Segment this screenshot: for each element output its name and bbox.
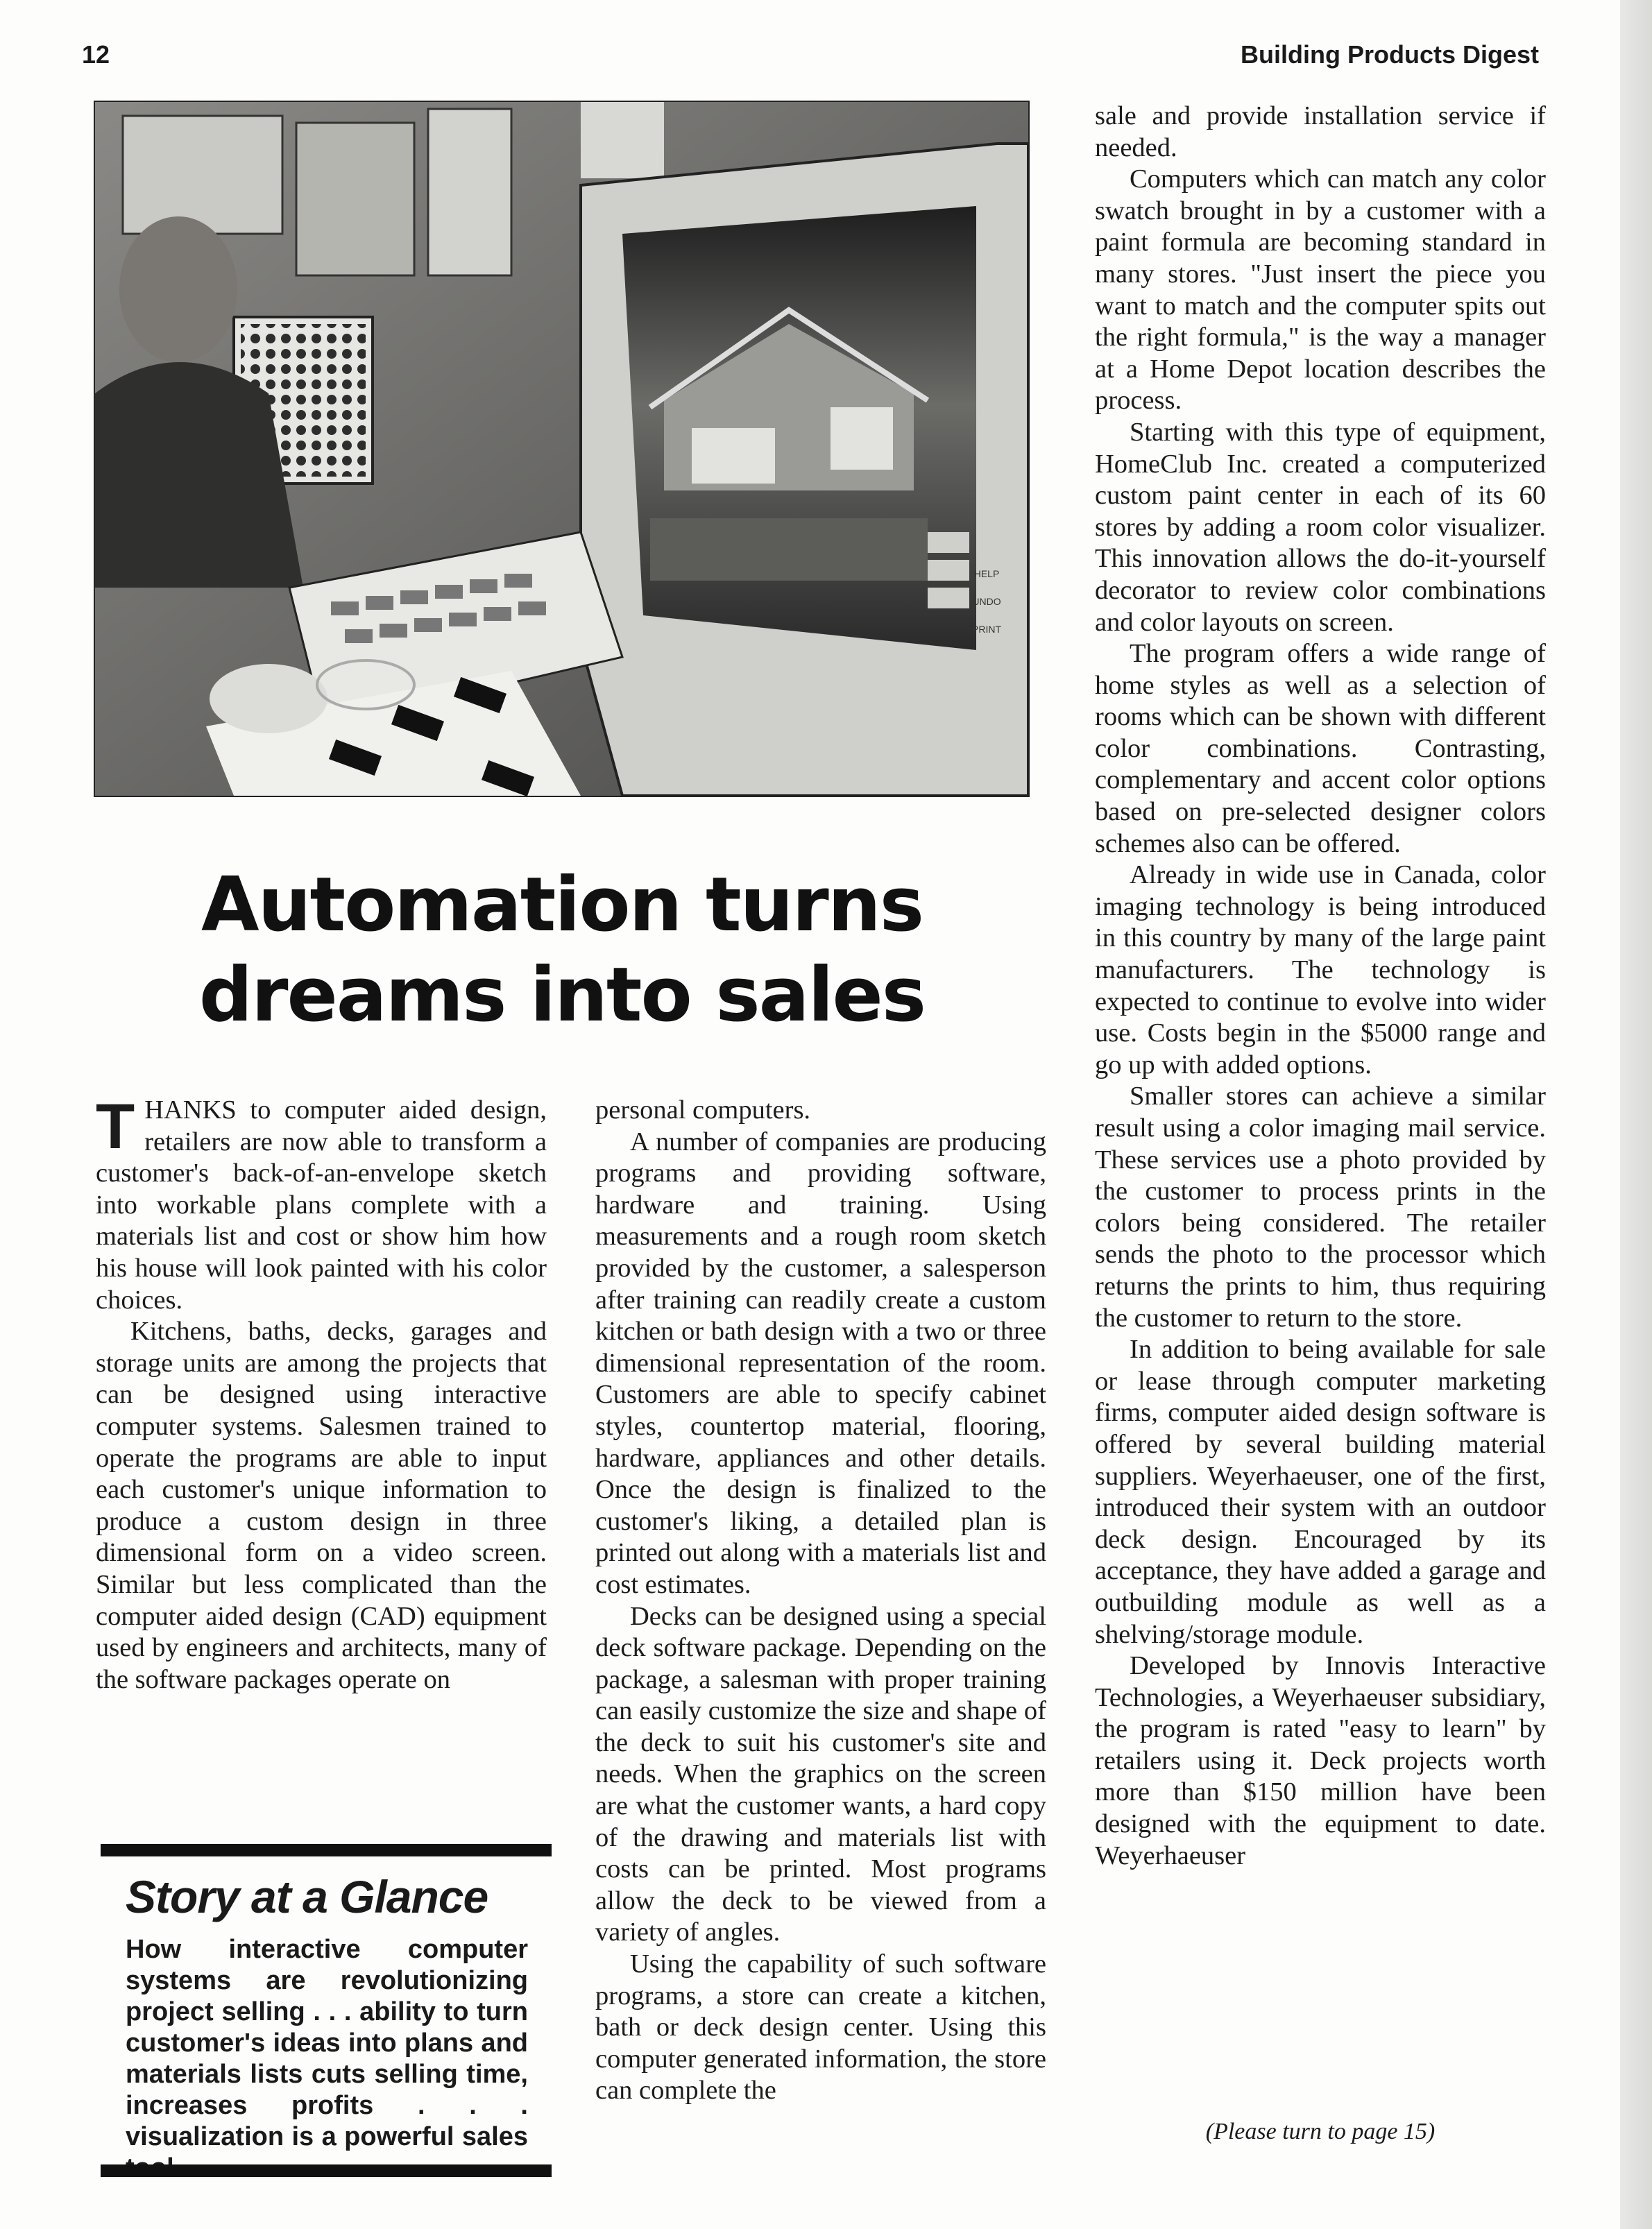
paragraph: Smaller stores can achieve a similar result using a color imaging mail service. These services use a photo provided by the customer to process prints in the colors being considered. The retailer sends the photo to the processor which returns the prints to him, thus requiring the customer to return to the store. <box>1095 1082 1546 1333</box>
sidebar-title: Story at a Glance <box>126 1871 488 1922</box>
drop-cap: T <box>96 1091 135 1162</box>
scan-edge <box>1620 0 1652 2229</box>
article-column-2 <box>595 1095 1046 2107</box>
paragraph: Developed by Innovis Interactive Technologies, a Weyerhaeuser subsidiary, the program is rated "easy to learn" by retailers using it. Deck projects worth more than $150 million have been designed with the equipment to date. Weyerhaeuser <box>1095 1651 1546 1870</box>
publication-title: Building Products Digest <box>1240 40 1539 69</box>
story-at-a-glance-box <box>101 1844 552 2177</box>
screen-help-button: HELP <box>973 568 1000 579</box>
article-photo <box>94 101 1030 797</box>
paragraph: Kitchens, baths, decks, garages and storage units are among the projects that can be designed using interactive computer systems. Salesmen trained to operate the programs are able to input each customer's unique information to produce a custom design in three dimensional form on a video screen. Similar but less complicated than the computer aided design (CAD) equipment used by engineers and architects, many of the software packages operate on <box>96 1317 547 1694</box>
article-column-1 <box>96 1091 547 1696</box>
paragraph: A number of companies are producing programs and providing software, hardware and training. Using measurements and a rough room sketch provided by the customer, a salesperson after training can readily create a custom kitchen or bath design with a two or three dimensional representation of the room. Customers are able to specify cabinet styles, countertop material, flooring, hardware, appliances and other details. Once the design is finalized to the customer's liking, a detailed plan is printed out along with a materials list and cost estimates. <box>595 1127 1046 1599</box>
paragraph: THANKS to computer aided design, retailers are now able to transform a customer's back-of-an-envelope sketch into workable plans complete with a materials list and cost or show him how his house will look painted with his color choices. <box>96 1091 547 1315</box>
sidebar-top-rule <box>101 1844 552 1856</box>
paragraph: sale and provide installation service if needed. <box>1095 101 1546 162</box>
sidebar-bottom-rule <box>101 2164 552 2177</box>
paragraph: Already in wide use in Canada, color imaging technology is being introduced in this country by many of the large paint manufacturers. The technology is expected to continue to evolve into wider use. Costs begin in the $5000 range and go up with added options. <box>1095 860 1546 1079</box>
page-header <box>82 40 1539 82</box>
page-number: 12 <box>82 40 110 69</box>
screen-undo-button: UNDO <box>972 596 1001 607</box>
sidebar-body: How interactive computer systems are revolutionizing project selling . . . ability to turn customer's ideas into plans and materials lists cuts selling time, increases profits . . . visualization is a powerful sales <box>126 1935 528 2151</box>
paragraph: personal computers. <box>595 1095 811 1125</box>
paragraph: In addition to being available for sale or lease through computer marketing firms, computer aided design software is offered by several building material suppliers. Weyerhaeuser, one of the first, introduced their system with an outdoor deck design. Encouraged by its acceptance, they have added a garage and outbuilding module as well as a shelving/storage module. <box>1095 1335 1546 1649</box>
paragraph: Decks can be designed using a special deck software package. Depending on the package, a salesman with proper training can easily customize the size and shape of the deck to suit his customer's site and needs. When the graphics on the screen are what the customer wants, a hard copy of the drawing and materials list with costs can be printed. Most programs allow the deck to be viewed from a variety of angles. <box>595 1601 1046 1947</box>
screen-print-button: PRINT <box>972 624 1001 635</box>
continuation-note: (Please turn to page 15) <box>1205 2119 1436 2144</box>
paragraph: Using the capability of such software programs, a store can create a kitchen, bath or deck design center. Using this computer generated information, the store can complete the <box>595 1949 1046 2106</box>
paragraph: The program offers a wide range of home styles as well as a selection of rooms which can be shown with different color combinations. Contrasting, complementary and accent color options based on pre-selected designer colors schemes also can be offered. <box>1095 639 1546 858</box>
screen-buttons <box>962 560 1011 643</box>
headline: Automation turns dreams into sales <box>198 862 926 1039</box>
article-column-3 <box>1095 101 1546 1872</box>
paragraph: Starting with this type of equipment, HomeClub Inc. created a computerized custom paint center in each of its 60 stores by adding a room color visualizer. This innovation allows the do-it-yourself decorator to review color combinations and color layouts on screen. <box>1095 417 1546 637</box>
photo-illustration <box>95 102 1028 796</box>
paragraph: Computers which can match any color swatch brought in by a customer with a paint formula are becoming standard in many stores. "Just insert the piece you want to match and the computer spits out the right formula," is the way a manager at a Home Depot location describes the process. <box>1095 164 1546 416</box>
